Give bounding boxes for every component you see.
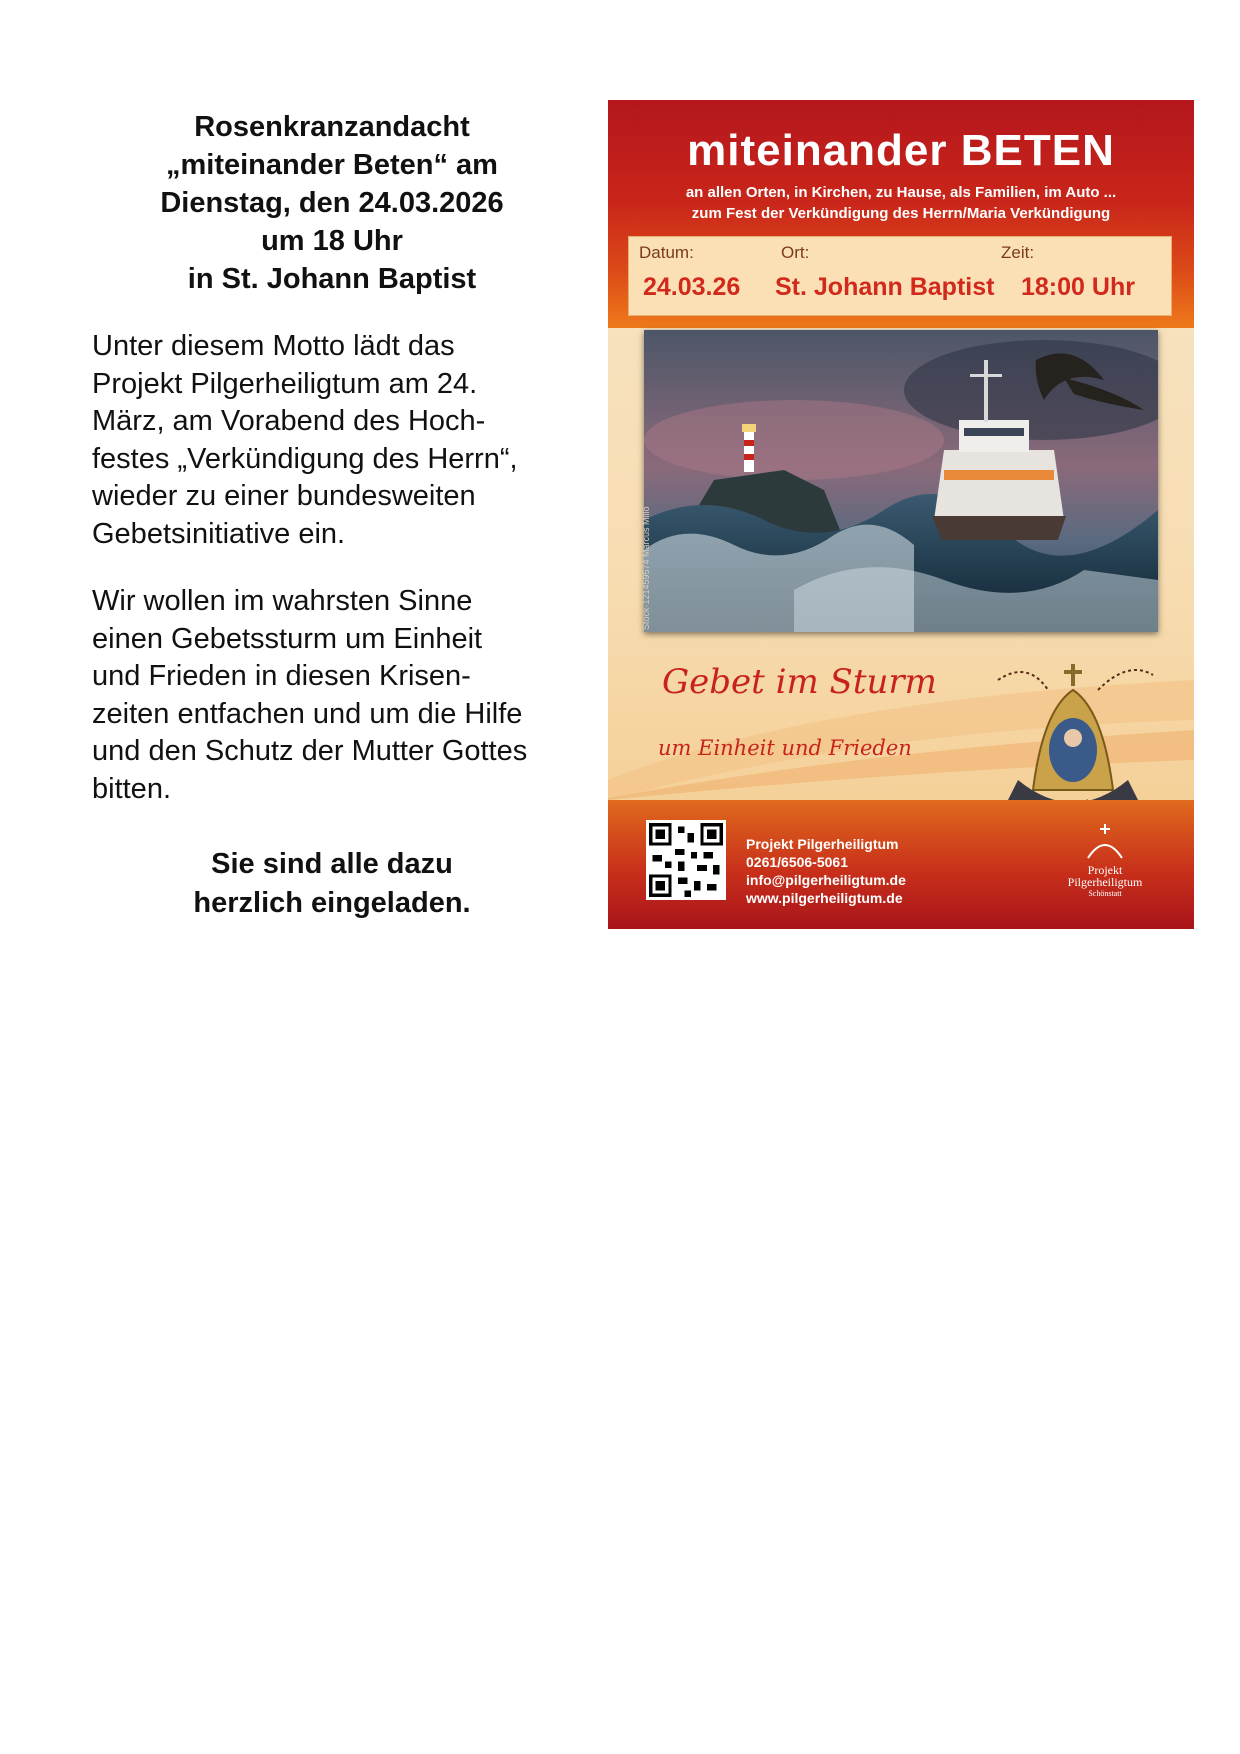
flyer-subtitle: zum Fest der Verkündigung des Herrn/Maria Verkündigung xyxy=(691,205,1111,222)
heading-line: um 18 Uhr xyxy=(261,225,403,257)
place-value: St. Johann Baptist xyxy=(775,273,995,301)
paragraph-line: Projekt Pilgerheiligtum am 24. xyxy=(92,367,478,400)
paragraph-line: Gebetsinitiative ein. xyxy=(92,517,346,550)
paragraph-line: festes „Verkündigung des Herrn“, xyxy=(92,442,518,475)
paragraph-line: März, am Vorabend des Hoch- xyxy=(92,405,486,437)
paragraph-line: und Frieden in diesen Krisen- xyxy=(92,660,471,692)
heading-line: Dienstag, den 24.03.2026 xyxy=(160,187,504,219)
time-value: 18:00 Uhr xyxy=(1021,273,1135,301)
pilgrim-shrine-icon xyxy=(988,650,1158,825)
closing-invitation xyxy=(92,845,572,923)
flyer-script-heading: Gebet im Sturm xyxy=(662,662,937,702)
paragraph-line: bitten. xyxy=(92,772,171,805)
qr-code-icon xyxy=(646,820,726,900)
announcement-text xyxy=(92,108,572,923)
closing-line: herzlich eingeladen. xyxy=(193,887,471,919)
paragraph-line: Unter diesem Motto lädt das xyxy=(92,330,455,362)
date-label: Datum: xyxy=(639,243,694,262)
logo-line: Projekt xyxy=(1087,863,1123,877)
flyer-title: miteinander BETEN xyxy=(687,126,1115,175)
contact-email: info@pilgerheiligtum.de xyxy=(746,872,906,888)
paragraph-line: Wir wollen im wahrsten Sinne xyxy=(92,585,473,617)
paragraph-line: und den Schutz der Mutter Gottes xyxy=(92,735,528,767)
flyer-subtitle: an allen Orten, in Kirchen, zu Hause, als Familien, im Auto ... xyxy=(685,184,1117,201)
event-flyer xyxy=(608,100,1194,929)
place-label: Ort: xyxy=(781,243,810,262)
paragraph-prayer-storm xyxy=(92,583,572,808)
storm-ship-photo xyxy=(644,330,1158,632)
event-info-box xyxy=(628,236,1172,316)
paragraph-line: zeiten entfachen und um die Hilfe xyxy=(92,697,523,730)
heading-line: in St. Johann Baptist xyxy=(187,263,477,295)
date-value: 24.03.26 xyxy=(643,273,741,301)
contact-phone: 0261/6506-5061 xyxy=(746,854,848,870)
paragraph-line: wieder zu einer bundesweiten xyxy=(92,480,476,512)
logo-line: Pilgerheiligtum xyxy=(1067,875,1143,889)
paragraph-invitation xyxy=(92,328,572,553)
paragraph-line: einen Gebetssturm um Einheit xyxy=(92,622,483,655)
heading-line: „miteinander Beten“ am xyxy=(166,149,498,181)
flyer-script-subheading: um Einheit und Frieden xyxy=(658,736,912,760)
contact-organization: Projekt Pilgerheiligtum xyxy=(746,836,899,852)
announcement-heading xyxy=(92,108,572,298)
time-label: Zeit: xyxy=(1001,243,1035,262)
heading-line: Rosenkranzandacht xyxy=(194,111,470,143)
photo-credit: Stock-121459574 Marcus Millo xyxy=(641,506,651,630)
closing-line: Sie sind alle dazu xyxy=(211,848,453,880)
contact-website: www.pilgerheiligtum.de xyxy=(746,890,903,906)
logo-line: Schönstatt xyxy=(1088,889,1122,898)
